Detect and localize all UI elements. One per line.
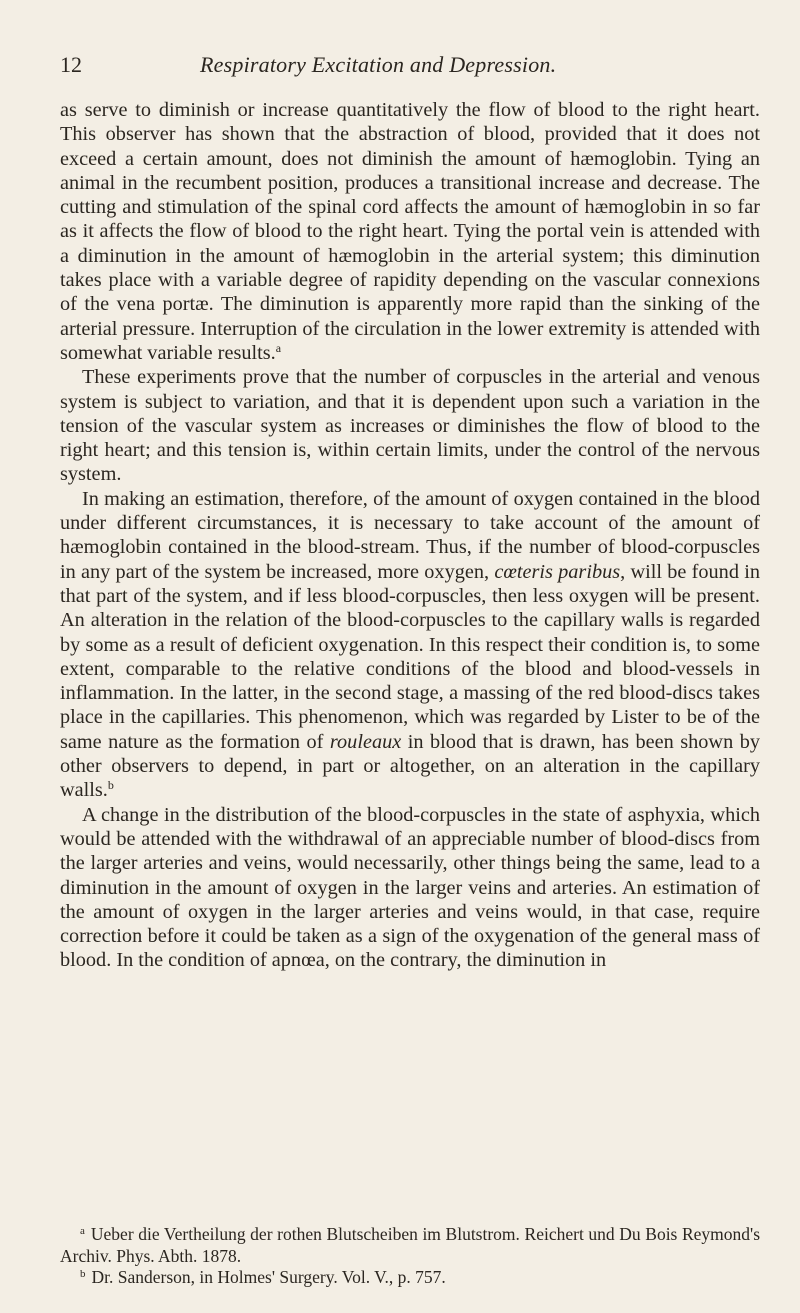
footnote-a-text: Ueber die Vertheilung der rothen Blutscheiben im Blutstrom. Reichert und Du Bois Reymond's Archiv. Phys. Abth. 1878. [60,1224,760,1266]
italic-rouleaux: rouleaux [329,730,402,753]
paragraph-1 [60,98,760,365]
paragraph-3-text-c: in blood that is drawn, has been shown by other observers to depend, in part or altogether, on an alteration in the capillary walls. [60,730,760,802]
paragraph-2 [60,365,760,486]
paragraph-1-text: as serve to diminish or increase quantitatively the flow of blood to the right heart. This observer has shown that the abstraction of blood, provided that it does not exceed a certain amount, does not diminish the amount of hæmoglobin. Tying an animal in the recumbent position, produces a transitional increase and decrease. The cutting and stimulation of the spinal cord affects the amount of hæmoglobin in so far as it affects the flow of blood to the right heart. Tying the portal vein is attended with a diminution in the amount of hæmoglobin in the arterial system; this diminution takes place with a variable degree of rapidity depending on the vascular connexions of the vena portæ. The diminution is apparently more rapid than the sinking of the arterial pressure. Interruption of the circulation in the lower extremity is attended with somewhat variable results. [60,99,760,364]
footnote-a-mark: a [80,1225,85,1237]
running-title: Respiratory Excitation and Depression. [200,52,557,77]
footnote-b-mark: b [80,1268,86,1280]
paragraph-3-text-b: , will be found in that part of the system, and if less blood-corpuscles, then less oxygen will be present. An alteration in the relation of the blood-corpuscles to the capillary walls is regarded by some as a result of deficient oxygenation. In this respect their condition is, to some extent, comparable to the relative conditions of the blood and blood-vessels in inflammation. In the latter, in the second stage, a massing of the red blood-discs takes place in the capillaries. This phenomenon, which was regarded by Lister to be of the same nature as the formation of [60,560,760,753]
page-number: 12 [60,52,82,77]
paragraph-4 [60,803,760,973]
paragraph-3 [60,487,760,803]
body-text [60,98,760,973]
paragraph-4-text: A change in the distribution of the blood-corpuscles in the state of asphyxia, which would be attended with the withdrawal of an appreciable number of blood-discs from the larger arteries and veins, would necessarily, other things being the same, lead to a diminution in the amount of oxygen in the larger veins and arteries. An estimation of the amount of oxygen in the larger arteries and veins would, in that case, require correction before it could be taken as a sign of the oxygenation of the general mass of blood. In the condition of apnœa, on the contrary, the diminution in [60,803,760,972]
footnote-ref-b[interactable]: b [107,778,114,793]
italic-ceteris-paribus: cœteris paribus [494,560,621,583]
footnotes [60,1224,760,1289]
page-header [60,52,760,88]
footnote-b-text: Dr. Sanderson, in Holmes' Surgery. Vol. V., p. 757. [91,1267,446,1287]
footnote-b [60,1267,760,1289]
paragraph-3-text-a: In making an estimation, therefore, of the amount of oxygen contained in the blood under different circumstances, it is necessary to take account of the amount of hæmoglobin contained in the blood-stream. Thus, if the number of blood-corpuscles in any part of the system be increased, more oxygen, [60,487,760,583]
paragraph-2-text: These experiments prove that the number of corpuscles in the arterial and venous system is subject to variation, and that it is dependent upon such a variation in the tension of the vascular system as increases or diminishes the flow of blood to the right heart; and this tension is, within certain limits, under the control of the nervous system. [60,366,760,486]
footnote-ref-a[interactable]: a [275,340,282,355]
footnote-a [60,1224,760,1267]
